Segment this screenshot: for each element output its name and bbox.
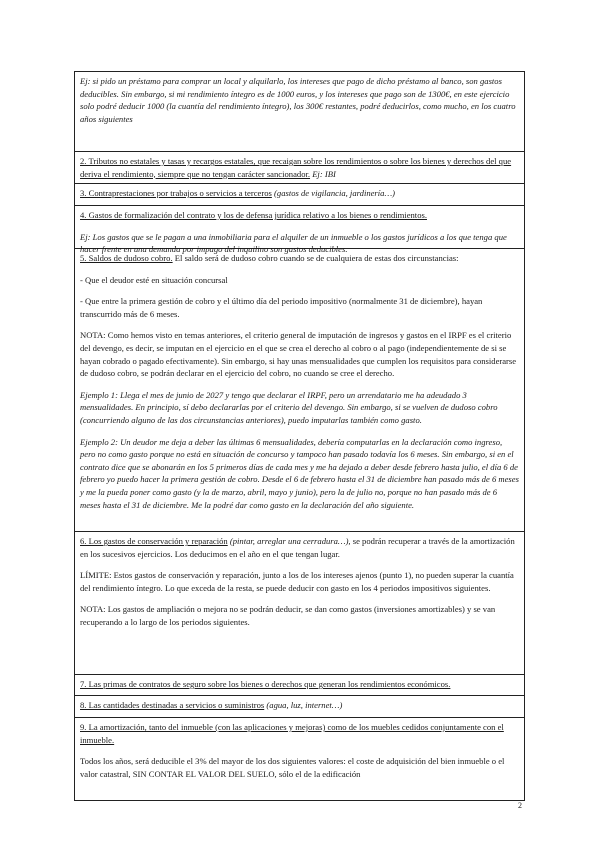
table-row (75, 675, 524, 696)
note-text: NOTA: Los gastos de ampliación o mejora no se podrán deducir, se dan como gastos (inversiones amortizables) y se van recuperando a lo largo de los periodos siguientes. (80, 604, 496, 627)
section-heading: 2. Tributos no estatales y tasas y recargos estatales, que recaigan sobre los rendimientos o sobre los bienes y derechos del que deriva el rendimiento, siempre que no tengan carácter sancionador. (80, 156, 512, 179)
list-item: - Que el deudor esté en situación concursal (80, 274, 228, 285)
body-text: El saldo será de dudoso cobro cuando se de cualquiera de estas dos circunstancias: (174, 253, 459, 263)
section-heading: 4. Gastos de formalización del contrato y los de defensa jurídica relativo a los bienes o rendimientos. (80, 210, 427, 220)
section-heading: 5. Saldos de dudoso cobro. (80, 253, 173, 263)
section-heading: 6. Los gastos de conservación y reparación (80, 536, 228, 546)
table-row (75, 206, 524, 255)
note-text: NOTA: Como hemos visto en temas anteriores, el criterio general de imputación de ingresos y gastos en el IRPF es el criterio del devengo, es decir, se imputan en el ejercicio en el que se crea el derecho al cobro o al pago (independientemente de si se hayan cobrado o pagado efectivamente). Sin embargo, si hay unas mensualidades que cumplen los requisitos para considerarse de dudoso cobro, se podrán declarar en el ejercicio del cobro, no cuando se cree el derecho. (80, 330, 517, 379)
table-row (75, 249, 524, 532)
content-table (74, 71, 525, 801)
table-row (75, 152, 524, 184)
example-text: (gastos de vigilancia, jardinería…) (274, 188, 395, 198)
example-text: Ej: IBI (312, 168, 336, 179)
table-row (75, 184, 524, 206)
body-text: se podrán recuperar a través de la amortización en los sucesivos ejercicios. Los deducimos en el año en el que tengan lugar. (80, 536, 515, 559)
section-heading: 3. Contraprestaciones por trabajos o servicios a terceros (80, 188, 272, 198)
body-text: Todos los años, será deducible el 3% del mayor de los dos siguientes valores: el coste de adquisición del bien inmueble o el valor catastral, SIN CONTAR EL VALOR DEL SUELO, sólo el de la edificación (80, 756, 505, 779)
table-row (75, 696, 524, 718)
example-text: Ej: Los gastos que se le pagan a una inmobiliaria para el alquiler de un inmueble o los gastos jurídicos a los que tenga que hacer frente en una demanda por impago del inquilino son gastos deducibles. (80, 231, 507, 255)
example-text: Ejemplo 1: Llega el mes de junio de 2027 y tengo que declarar el IRPF, pero un arrendatario me ha adeudado 3 mensualidades. En principio, sí debo declararlas por el criterio del devengo. Sin embargo, si se vuelven de dudoso cobro (concurriendo alguno de las dos circunstancias anteriores), puedo imputarlas también como gasto. (80, 389, 498, 425)
section-heading: 9. La amortización, tanto del inmueble (con las aplicaciones y mejoras) como de los muebles cedidos conjuntamente con el inmueble. (80, 722, 504, 745)
table-row (75, 532, 524, 675)
section-heading: 8. Las cantidades destinadas a servicios o suministros (80, 700, 265, 710)
section-heading: 7. Las primas de contratos de seguro sobre los bienes o derechos que generan los rendimientos económicos. (80, 679, 451, 689)
example-text: Ejemplo 2: Un deudor me deja a deber las últimas 6 mensualidades, debería computarlas en la declaración como ingreso, pero no como gasto porque no está en situación de concurso y tampoco han pasado todavía los 6 meses. Sin embargo, si en el contrato dice que se abonarán en los 5 primeros días de cada mes y me ha dejado a deber desde febrero hasta julio, el día 6 de febrero yo puedo hacer la primera gestión de cobro. Desde el 6 de febrero hasta el 31 de diciembre han pasado más de 6 meses y me la pueda poner como gasto (y la de marzo, abril, mayo y junio), pero la de julio no, porque no han pasado más de 6 meses hasta el 31 de diciembre. Me la podré dar como gasto en la declaración del año siguiente. (80, 436, 519, 510)
page-number: 2 (518, 801, 522, 810)
example-text: (pintar, arreglar una cerradura…), (229, 536, 351, 546)
limit-text: LÍMITE: Estos gastos de conservación y reparación, junto a los de los intereses ajenos (punto 1), no pueden superar la cuantía del rendimiento íntegro. Lo que exceda de la resta, se puede deducir con gasto en los 4 periodos impositivos siguientes. (80, 570, 514, 593)
table-row (75, 72, 524, 152)
list-item: - Que entre la primera gestión de cobro y el último día del periodo impositivo (normalmente 31 de diciembre), hayan transcurrido más de 6 meses. (80, 296, 483, 319)
table-row (75, 718, 524, 800)
example-text: Ej: si pido un préstamo para comprar un local y alquilarlo, los intereses que pago de dicho préstamo al banco, son gastos deducibles. Sin embargo, si mi rendimiento íntegro es de 1000 euros, y los intereses que pago son de 1300€, en este ejercicio solo podré deducir 1000 (la cuantía del rendimiento íntegro), los 300€ restantes, podré deducirlos, como mucho, en los cuatro años siguientes (80, 76, 516, 124)
example-text: (agua, luz, internet…) (266, 700, 343, 710)
